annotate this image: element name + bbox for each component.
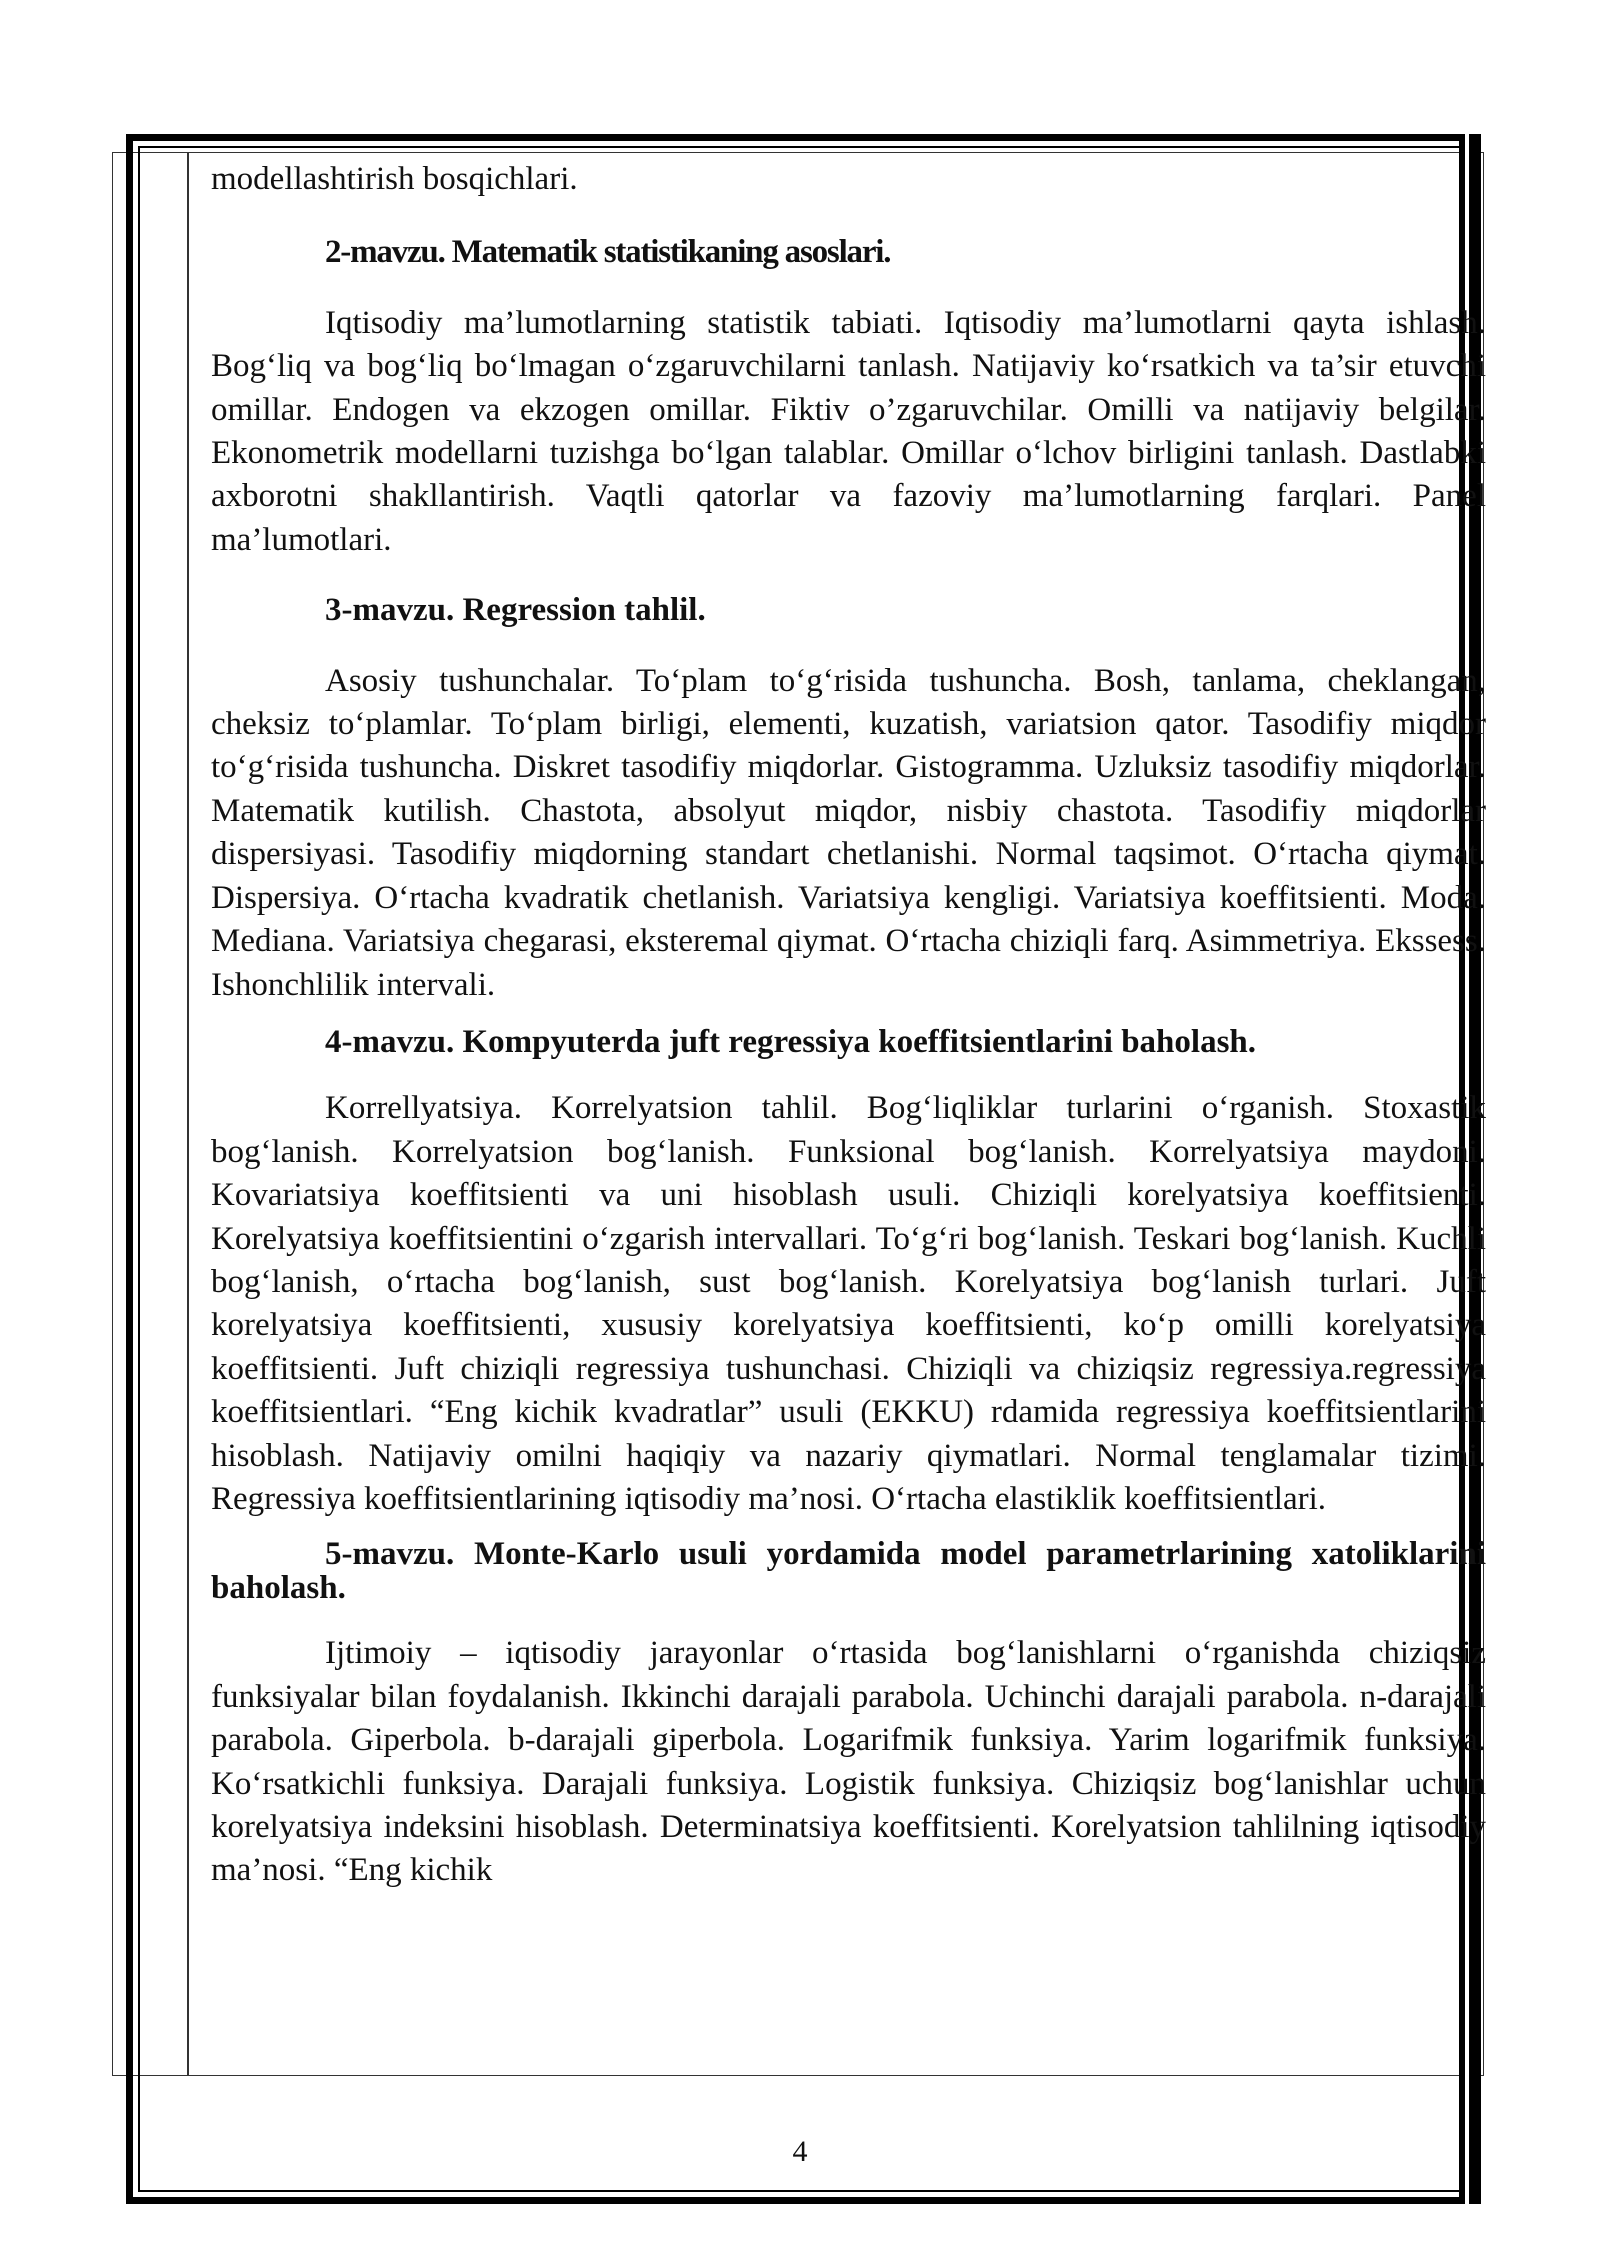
- section-body: Ijtimoiy – iqtisodiy jarayonlar o‘rtasida bog‘lanishlarni o‘rganishda chiziqsiz funksiyalar bilan foydalanish. Ikkinchi darajali parabola. Uchinchi darajali parabola. n-darajali parabola. Giperbola. b-darajali giperbola. Logarifmik funksiya. Yarim logarifmik funksiya. Ko‘rsatkichli funksiya. Darajali funksiya. Logistik funksiya. Chiziqsiz bog‘lanishlar uchun korelyatsiya indeksini hisoblash. Determinatsiya koeffitsienti. Korelyatsion tahlilning iqtisodiy ma’nosi. “Eng kichik: [211, 1635, 1486, 1889]
- section-heading: 3-mavzu. Regression tahlil.: [325, 592, 706, 629]
- section-heading: 4-mavzu. Kompyuterda juft regressiya koeffitsientlarini baholash.: [325, 1023, 1257, 1060]
- intro-fragment: modellashtirish bosqichlari.: [211, 161, 578, 197]
- section-body: Korrellyatsiya. Korrelyatsion tahlil. Bog‘liqliklar turlarini o‘rganish. Stoxastik bog‘lanish. Korrelyatsion bog‘lanish. Funksional bog‘lanish. Korrelyatsiya maydoni. Kovariatsiya koeffitsienti va uni hisoblash usuli. Chiziqli korelyatsiya koeffitsienti. Korelyatsiya koeffitsientini o‘zgarish intervallari. To‘g‘ri bog‘lanish. Teskari bog‘lanish. Kuchli bog‘lanish, o‘rtacha bog‘lanish, sust bog‘lanish. Korelyatsiya bog‘lanish turlari. Juft korelyatsiya koeffitsienti, xususiy korelyatsiya koeffitsienti, ko‘p omilli korelyatsiya koeffitsienti. Juft chiziqli regressiya tushunchasi. Chiziqli va chiziqsiz regressiya.regressiya koeffitsientlari. “Eng kichik kvadratlar” usuli (EKKU) rdamida regressiya koeffitsientlarini hisoblash. Natijaviy omilni haqiqiy va nazariy qiymatlari. Normal tenglamalar tizimi. Regressiya koeffitsientlarining iqtisodiy ma’nosi. O‘rtacha elastiklik koeffitsientlari.: [211, 1090, 1486, 1517]
- left-margin-line: [187, 152, 189, 2076]
- document-body: [211, 152, 1486, 1893]
- section-body: Iqtisodiy ma’lumotlarning statistik tabiati. Iqtisodiy ma’lumotlarni qayta ishlash. Bog‘liq va bog‘liq bo‘lmagan o‘zgaruvchilarni tanlash. Natijaviy ko‘rsatkich va ta’sir etuvchi omillar. Endogen va ekzogen omillar. Fiktiv o’zgaruvchilar. Omilli va natijaviy belgilar. Ekonometrik modellarni tuzishga bo‘lgan talablar. Omillar o‘lchov birligini tanlash. Dastlabki axborotni shakllantirish. Vaqtli qatorlar va fazoviy ma’lumotlarning farqlari. Panel ma’lumotlari.: [211, 304, 1486, 558]
- page-number: 4: [792, 2135, 808, 2168]
- section-heading: 2-mavzu. Matematik statistikaning asoslari.: [325, 234, 891, 271]
- section-body: Asosiy tushunchalar. To‘plam to‘g‘risida tushuncha. Bosh, tanlama, cheklangan, cheksiz to‘plamlar. To‘plam birligi, elementi, kuzatish, variatsion qator. Tasodifiy miqdor to‘g‘risida tushuncha. Diskret tasodifiy miqdorlar. Gistogramma. Uzluksiz tasodifiy miqdorlar. Matematik kutilish. Chastota, absolyut miqdor, nisbiy chastota. Tasodifiy miqdorlar dispersiyasi. Tasodifiy miqdorning standart chetlanishi. Normal taqsimot. O‘rtacha qiymat. Dispersiya. O‘rtacha kvadratik chetlanish. Variatsiya kengligi. Variatsiya koeffitsienti. Moda. Mediana. Variatsiya chegarasi, eksteremal qiymat. O‘rtacha chiziqli farq. Asimmetriya. Ekssess. Ishonchlilik intervali.: [211, 662, 1486, 1003]
- section-heading: 5-mavzu. Monte-Karlo usuli yordamida model parametrlarining xatoliklarini baholash.: [211, 1536, 1486, 1607]
